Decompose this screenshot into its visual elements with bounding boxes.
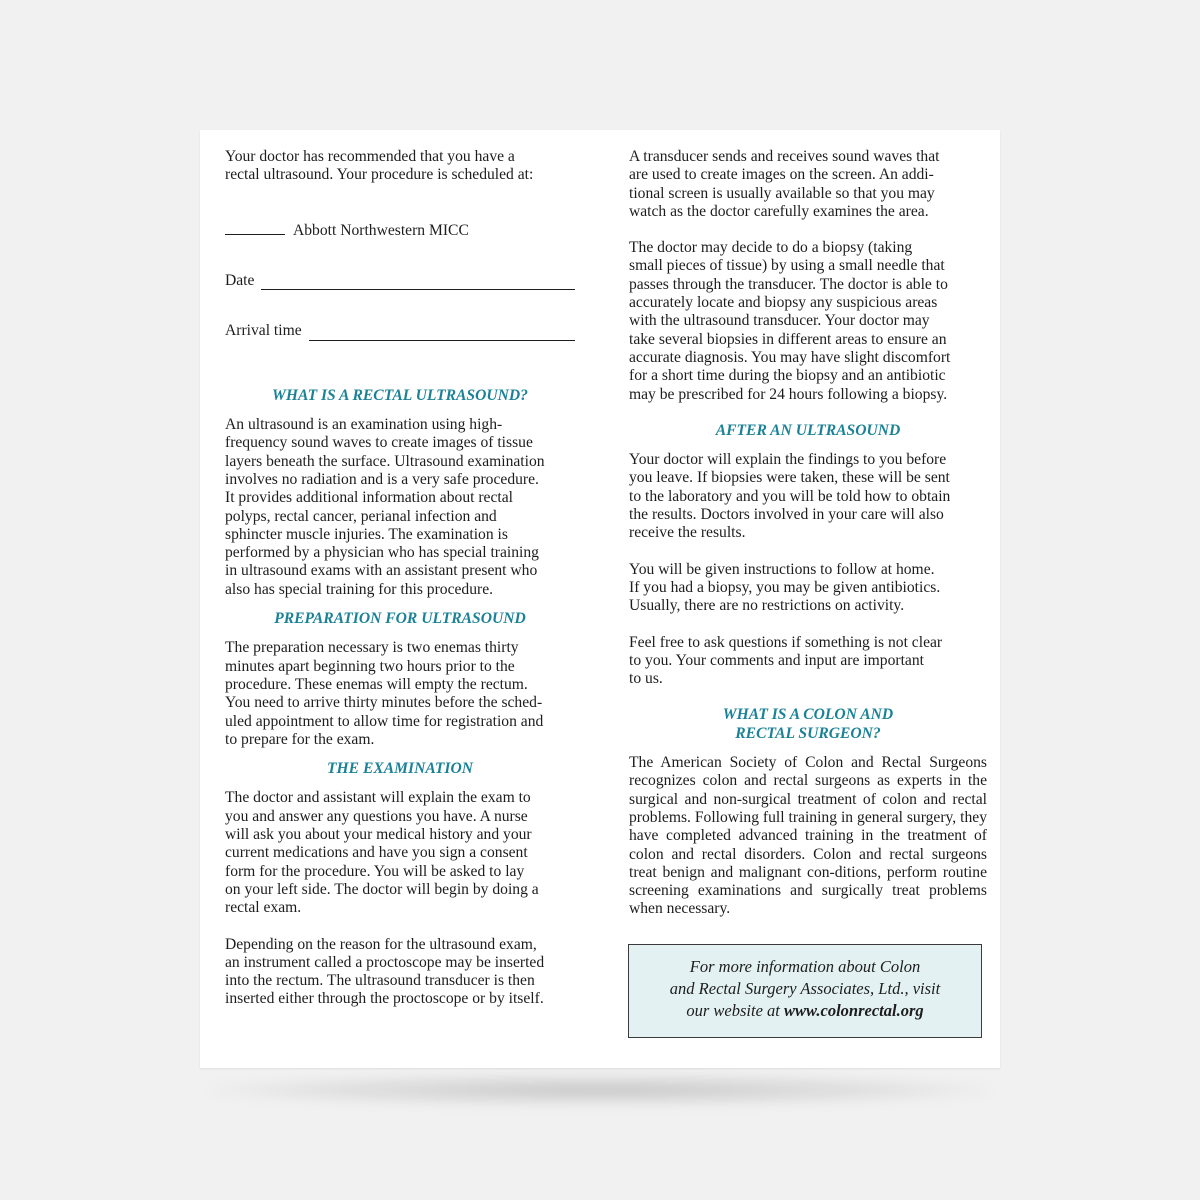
more-info-text: For more information about Colon and Rectal Surgery Associates, Ltd., visit our website at bbox=[669, 957, 941, 1020]
section-body-what-is-ultrasound: An ultrasound is an examination using high- frequency sound waves to create images of tissue layers beneath the surface. Ultrasound examination involves no radiation and is a very safe procedure. It provides additional information about rectal polyps, rectal cancer, perianal infection and sphincter muscle injuries. The examination is performed by a physician who has special training in ultrasound exams with an assistant present who also has special training for this procedure. bbox=[225, 416, 545, 598]
arrival-time-field[interactable] bbox=[225, 322, 575, 340]
right-column bbox=[629, 148, 987, 919]
more-info-box bbox=[628, 944, 982, 1038]
date-label: Date bbox=[225, 272, 255, 290]
biopsy-paragraph: The doctor may decide to do a biopsy (taking small pieces of tissue) by using a small needle that passes through the transducer. The doctor is able to accurately locate and biopsy any suspicious areas with the ultrasound transducer. Your doctor may take several biopsies in different areas to ensure an accurate diagnosis. You may have slight discomfort for a short time during the biopsy and an antibiotic may be prescribed for 24 hours following a biopsy. bbox=[629, 239, 951, 403]
section-body-examination-2: Depending on the reason for the ultrasound exam, an instrument called a proctoscope may be inserted into the rectum. The ultrasound transducer is then inserted either through the proctoscope or by itself. bbox=[225, 935, 545, 1008]
location-line bbox=[225, 203, 575, 241]
section-body-after-1: Your doctor will explain the findings to you before you leave. If biopsies were taken, these will be sent to the laboratory and you will be told how to obtain the results. Doctors involved in your care will also receive the results. bbox=[629, 451, 951, 542]
section-body-after-2: You will be given instructions to follow at home. If you had a biopsy, you may be given antibiotics. Usually, there are no restrictions on activity. bbox=[629, 560, 941, 615]
intro-text: Your doctor has recommended that you have a rectal ultrasound. Your procedure is scheduled at: bbox=[225, 148, 534, 184]
page-shadow bbox=[208, 1075, 992, 1105]
location-blank[interactable] bbox=[225, 221, 285, 235]
transducer-paragraph: A transducer sends and receives sound waves that are used to create images on the screen. An addi- tional screen is usually available so that you may watch as the doctor carefully examines the area. bbox=[629, 148, 940, 220]
section-body-after-3: Feel free to ask questions if something is not clear to you. Your comments and input are important to us. bbox=[629, 633, 943, 688]
section-body-preparation: The preparation necessary is two enemas thirty minutes apart beginning two hours prior to the procedure. These enemas will empty the rectum. You need to arrive thirty minutes before the sched- uled appointment to allow time for registration and to prepare for the exam. bbox=[225, 639, 544, 748]
section-body-colon-rectal-surgeon: The American Society of Colon and Rectal Surgeons recognizes colon and rectal surgeons as experts in the surgical and non-surgical treatment of colon and rectal problems. Following full training in general surgery, they have completed advanced training in the treatment of colon and rectal disorders. Colon and rectal surgeons treat benign and malignant con-ditions, perform routine screening examinations and surgically treat problems when necessary. bbox=[629, 754, 987, 918]
arrival-blank[interactable] bbox=[309, 327, 575, 341]
section-title-what-is-ultrasound: WHAT IS A RECTAL ULTRASOUND? bbox=[272, 386, 528, 404]
date-field[interactable] bbox=[225, 272, 575, 290]
section-title-after-ultrasound: AFTER AN ULTRASOUND bbox=[715, 421, 901, 439]
arrival-label: Arrival time bbox=[225, 322, 302, 340]
date-blank[interactable] bbox=[261, 276, 575, 290]
location-label: Abbott Northwestern MICC bbox=[293, 221, 469, 239]
section-title-examination: THE EXAMINATION bbox=[326, 760, 473, 778]
brochure-page bbox=[200, 130, 1000, 1068]
section-title-preparation: PREPARATION FOR ULTRASOUND bbox=[274, 610, 526, 628]
section-body-examination-1: The doctor and assistant will explain the exam to you and answer any questions you have. A nurse will ask you about your medical history and your current medications and have you sign a consent form for the procedure. You will be asked to lay on your left side. The doctor will begin by doing a rectal exam. bbox=[225, 789, 539, 917]
section-title-colon-rectal-surgeon: WHAT IS A COLON AND RECTAL SURGEON? bbox=[722, 706, 894, 742]
website-link[interactable]: www.colonrectal.org bbox=[783, 1001, 924, 1020]
left-column bbox=[225, 148, 575, 1009]
